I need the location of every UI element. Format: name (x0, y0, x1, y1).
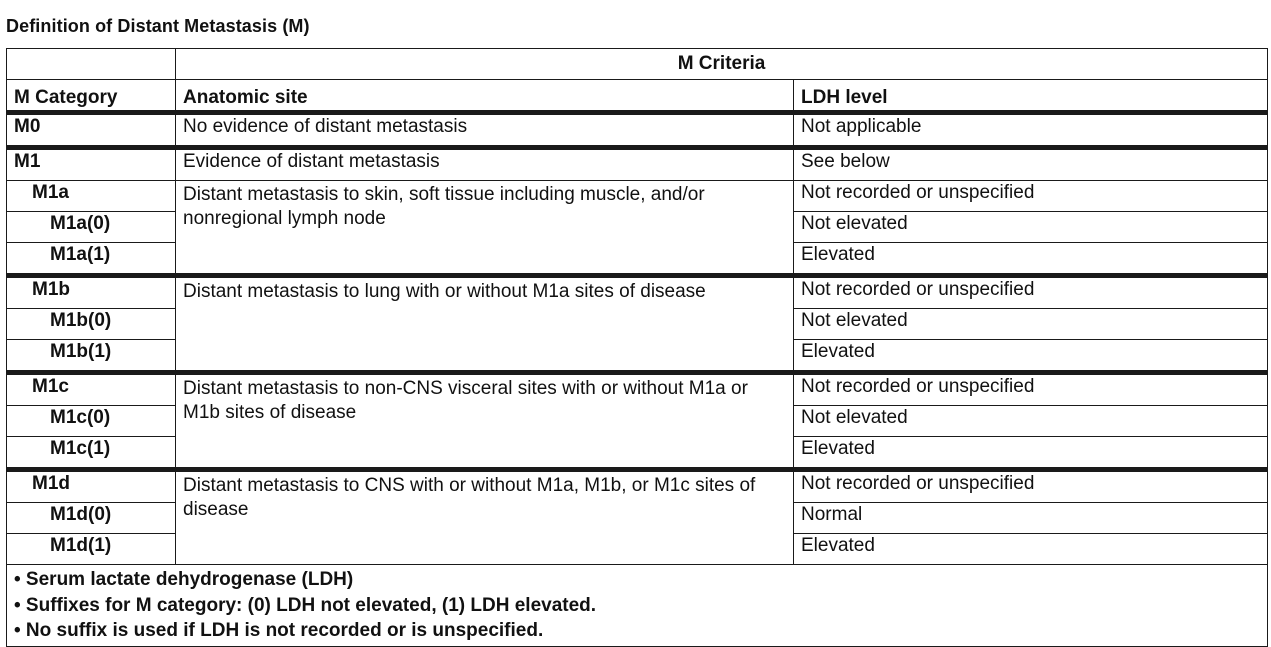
m-category-cell: M1d (7, 470, 176, 503)
note-suffixes: • Suffixes for M category: (0) LDH not elevated, (1) LDH elevated. (14, 594, 597, 616)
table-row (7, 181, 1268, 212)
ldh-level-cell: Not applicable (794, 113, 1268, 148)
anatomic-site-cell: Distant metastasis to skin, soft tissue including muscle, and/or nonregional lymph node (176, 181, 794, 276)
table-row (7, 470, 1268, 503)
ldh-level-cell: Not recorded or unspecified (794, 470, 1268, 503)
m-category-cell: M1a(1) (7, 243, 176, 276)
table-header-row (7, 80, 1268, 113)
note-ldh-definition: • Serum lactate dehydrogenase (LDH) (14, 569, 354, 590)
ldh-level-cell: Not recorded or unspecified (794, 373, 1268, 406)
anatomic-site-cell: No evidence of distant metastasis (176, 113, 794, 148)
m-category-cell: M1b(0) (7, 309, 176, 340)
ldh-level-cell: Not recorded or unspecified (794, 276, 1268, 309)
table-row (7, 148, 1268, 181)
note-no-suffix: • No suffix is used if LDH is not recorded or is unspecified. (14, 620, 544, 641)
ldh-level-cell: Not elevated (794, 212, 1268, 243)
m-category-cell: M1c (7, 373, 176, 406)
m-criteria-header: M Criteria (176, 49, 1268, 80)
ldh-level-cell: Elevated (794, 437, 1268, 470)
ldh-level-cell: Normal (794, 503, 1268, 534)
page-title: Definition of Distant Metastasis (M) (6, 16, 310, 36)
anatomic-site-cell: Distant metastasis to CNS with or without M1a, M1b, or M1c sites of disease (176, 470, 794, 565)
ldh-level-cell: Not recorded or unspecified (794, 181, 1268, 212)
ldh-level-cell: Not elevated (794, 406, 1268, 437)
m-category-header: M Category (7, 80, 176, 113)
m-category-cell: M1d(1) (7, 534, 176, 565)
m-category-cell: M1c(0) (7, 406, 176, 437)
ldh-level-cell: Not elevated (794, 309, 1268, 340)
anatomic-site-header: Anatomic site (176, 80, 794, 113)
ldh-level-cell: Elevated (794, 243, 1268, 276)
anatomic-site-cell: Distant metastasis to lung with or without M1a sites of disease (176, 276, 794, 373)
table-group-header-row (7, 49, 1268, 80)
ldh-level-cell: Elevated (794, 534, 1268, 565)
m-definition-table (6, 48, 1268, 647)
notes-cell (7, 565, 1268, 647)
empty-header-cell (7, 49, 176, 80)
m-category-cell: M1d(0) (7, 503, 176, 534)
ldh-level-header: LDH level (794, 80, 1268, 113)
m-category-cell: M1a(0) (7, 212, 176, 243)
m-category-cell: M0 (7, 113, 176, 148)
table-row (7, 276, 1268, 309)
table-row (7, 373, 1268, 406)
m-category-cell: M1b (7, 276, 176, 309)
m-category-cell: M1b(1) (7, 340, 176, 373)
m-category-cell: M1a (7, 181, 176, 212)
anatomic-site-cell: Distant metastasis to non-CNS visceral sites with or without M1a or M1b sites of disease (176, 373, 794, 470)
table-row (7, 113, 1268, 148)
ldh-level-cell: See below (794, 148, 1268, 181)
ldh-level-cell: Elevated (794, 340, 1268, 373)
m-category-cell: M1 (7, 148, 176, 181)
anatomic-site-cell: Evidence of distant metastasis (176, 148, 794, 181)
m-category-cell: M1c(1) (7, 437, 176, 470)
notes-row (7, 565, 1268, 647)
